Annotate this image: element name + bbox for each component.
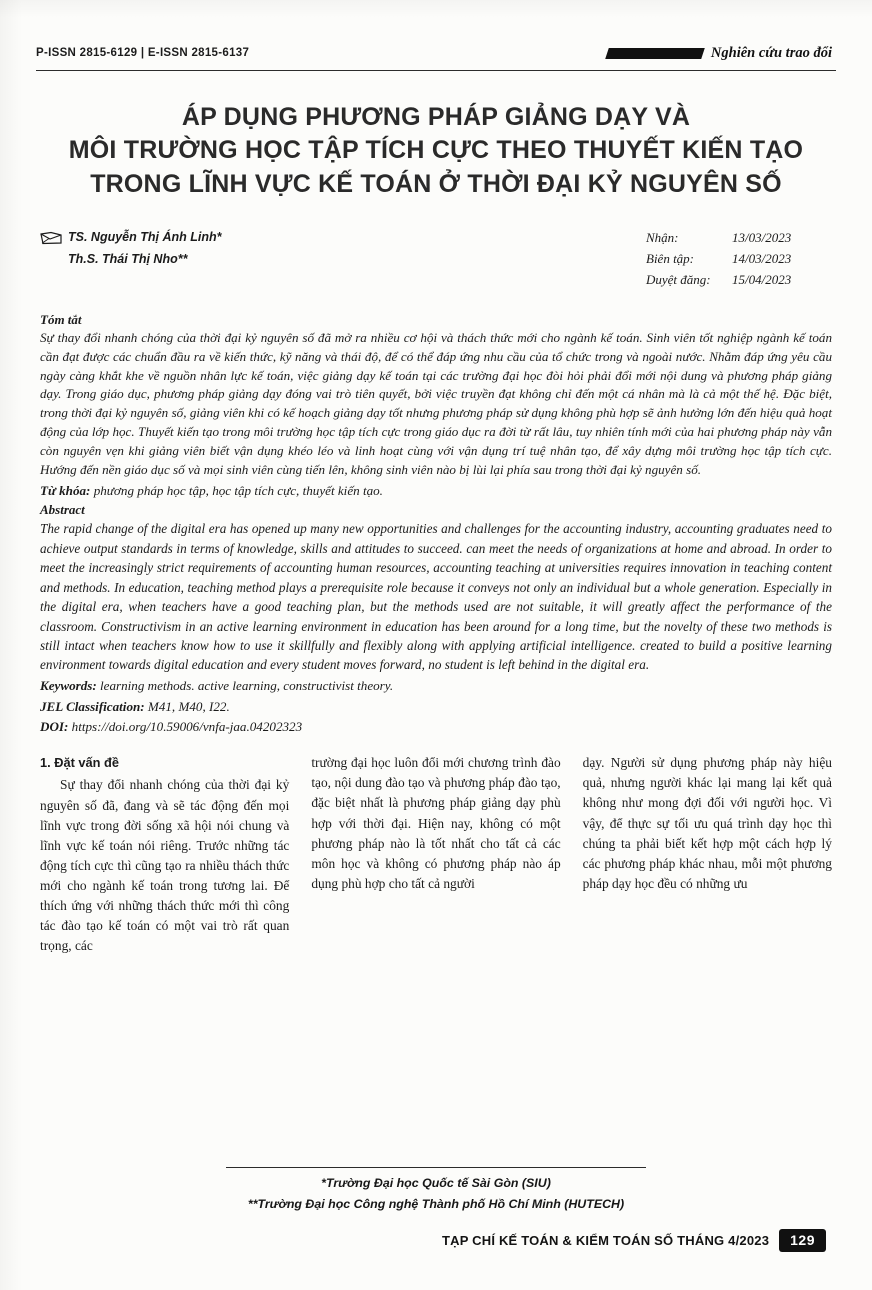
section-heading-1: 1. Đặt vấn đề [40, 755, 119, 771]
page-content [36, 38, 836, 1252]
author-primary-row [40, 227, 221, 249]
doi-link[interactable]: https://doi.org/10.59006/vnfa-jaa.04202323 [71, 719, 303, 735]
date-received-value: 13/03/2023 [732, 229, 792, 245]
header-divider [36, 70, 836, 71]
body-column-1 [40, 753, 289, 956]
journal-name: TẠP CHÍ KẾ TOÁN & KIỂM TOÁN SỐ THÁNG 4/2023 [441, 1233, 770, 1248]
body-paragraph-col3: dạy. Người sử dụng phương pháp này hiệu quả, nhưng người khác lại mang lại kết quả không như mong đợi đối với người học. Vì vậy, để thực sự tối ưu quá trình dạy học thì chúng ta phải biết kết hợp một cách hợp lý các phương pháp khác nhau, mỗi một phương pháp dạy học đều có những ưu [582, 755, 832, 891]
keywords-vi-label: Từ khóa: [40, 482, 91, 498]
body-paragraph-col1: Sự thay đổi nhanh chóng của thời đại kỷ nguyên số đã, đang và sẽ tác động đến mọi lĩnh vực trong đời sống xã hội nói chung và lĩnh vực kế toán nói riêng. Trước những tác động tích cực thì cũng tạo ra nhiều thách thức mới cho ngành kế toán trong tương lai. Để thích ứng với những thách thức mới thì công tác đào tạo kế toán có một vai trò rất quan trọng, các [40, 777, 290, 954]
page-footer [40, 1167, 832, 1252]
date-approved-label: Duyệt đăng: [646, 271, 711, 287]
body-column-2 [311, 753, 560, 956]
keywords-en-label: Keywords: [40, 677, 97, 693]
jel-text: M41, M40, I22. [147, 698, 230, 714]
page-number-badge: 129 [779, 1229, 826, 1252]
date-received-label: Nhận: [646, 229, 679, 245]
article-title [36, 101, 836, 201]
envelope-icon [40, 231, 62, 245]
slanted-bar-icon [605, 48, 705, 59]
date-edited-value: 14/03/2023 [732, 250, 792, 266]
keywords-vi [40, 482, 832, 501]
date-edited [646, 248, 814, 269]
body-column-3 [583, 753, 832, 956]
page-header [36, 38, 836, 68]
date-edited-label: Biên tập: [646, 250, 695, 266]
date-received [646, 227, 814, 248]
abstract-en-text: The rapid change of the digital era has opened up many new opportunities and challenges for the accounting industry, accounting graduates need to achieve output standards in terms of knowledge, skills and attitudes to succeed. can meet the needs of organizations at home and abroad. In order to meet the increasingly strict requirements of accounting human resources, accounting teaching at universities requires innovation in teaching content and methods. In education, teaching method plays a prerequisite role because it conveys not only an individual but a whole generation. Especially in the digital era, when teachers have a good teaching plan, but the methods used are not suitable, it will greatly affect the performance of the classroom. Constructivism in an active learning environment in education has been around for a long time, but the novelty of these two methods is still intact when teachers know how to use it skillfully and flexibly along with applying artificial intelligence. created to build a positive learning environment towards digital education and every student moves forward, no student is left behind in the digital era. [40, 521, 832, 673]
abstract-section [36, 312, 836, 737]
submission-dates [646, 227, 836, 290]
body-paragraph-col2: trường đại học luôn đổi mới chương trình đào tạo, nội dung đào tạo và phương pháp đào tạo, đặc biệt nhất là phương pháp giảng dạy phù hợp với thời đại. Hiện nay, không có một phương pháp nào là tốt nhất cho tất cả các môn học và không có phương pháp nào áp dụng phù hợp cho tất cả người [311, 755, 561, 891]
doi-line [40, 718, 832, 737]
jel-classification [40, 698, 832, 717]
abstract-vi-text: Sự thay đổi nhanh chóng của thời đại kỷ nguyên số đã mở ra nhiều cơ hội và thách thức mới cho ngành kế toán. Sinh viên tốt nghiệp ngành kế toán cần đạt được các chuẩn đầu ra về kiến thức, kỹ năng và thái độ, để có thể đáp ứng nhu cầu của tổ chức trong và ngoài nước. Nhằm đáp ứng yêu cầu ngày càng khắt khe về nguồn nhân lực kế toán, việc giảng dạy kế toán tại các trường đại học đòi hỏi phải đổi mới nội dung và phương pháp giảng dạy. Trong giáo dục, phương pháp giảng dạy đóng vai trò tiên quyết, bởi việc truyền đạt không chỉ đến một cá nhân mà là cả một thế hệ. Đặc biệt, trong thời đại kỷ nguyên số, giảng viên khi có kế hoạch giảng dạy tốt nhưng phương pháp sử dụng không phù hợp sẽ ảnh hưởng lớn đến hiệu quả hoạt động của lớp học. Thuyết kiến tạo trong môi trường học tập tích cực trong giáo dục ra đời từ rất lâu, tuy nhiên tính mới của hai phương pháp này vẫn còn nguyên vẹn khi giảng viên biết vận dụng khéo léo và linh hoạt cùng với vận dụng trí tuệ nhân tạo, để xây dựng môi trường học tập tích cực. Hướng đến nền giáo dục số và mọi sinh viên cùng tiến lên, không sinh viên nào bị lùi lại phía sau trong thời đại kỷ nguyên số. [40, 329, 832, 477]
header-category-group [607, 45, 832, 62]
date-approved [646, 269, 814, 290]
title-line-2: MÔI TRƯỜNG HỌC TẬP TÍCH CỰC THEO THUYẾT KIẾN TẠO [68, 136, 804, 165]
author-name-1: TS. Nguyễn Thị Ánh Linh* [68, 229, 222, 244]
jel-label: JEL Classification: [40, 698, 145, 714]
keywords-en [40, 677, 832, 696]
author-list [36, 227, 221, 271]
issn-text: P-ISSN 2815-6129 | E-ISSN 2815-6137 [36, 47, 250, 59]
author-name-2: Th.S. Thái Thị Nho** [68, 251, 188, 266]
footer-bottom [40, 1229, 832, 1252]
abstract-en-heading: Abstract [40, 502, 85, 518]
affiliation-2: **Trường Đại học Công nghệ Thành phố Hồ Chí Minh (HUTECH) [247, 1196, 625, 1211]
keywords-en-text: learning methods. active learning, constructivist theory. [100, 677, 394, 693]
title-line-1: ÁP DỤNG PHƯƠNG PHÁP GIẢNG DẠY VÀ [181, 103, 691, 131]
doi-label: DOI: [40, 719, 69, 735]
article-meta [36, 227, 836, 290]
footer-divider [226, 1167, 646, 1168]
affiliation-block [40, 1173, 832, 1215]
body-columns [36, 753, 836, 956]
title-line-3: TRONG LĨNH VỰC KẾ TOÁN Ở THỜI ĐẠI KỶ NGUYÊN SỐ [90, 169, 782, 198]
abstract-vi-heading: Tóm tắt [40, 311, 82, 327]
date-approved-value: 15/04/2023 [732, 271, 792, 287]
section-category-label: Nghiên cứu trao đổi [710, 44, 832, 61]
affiliation-1: *Trường Đại học Quốc tế Sài Gòn (SIU) [321, 1175, 551, 1190]
keywords-vi-text: phương pháp học tập, học tập tích cực, thuyết kiến tạo. [93, 482, 383, 498]
